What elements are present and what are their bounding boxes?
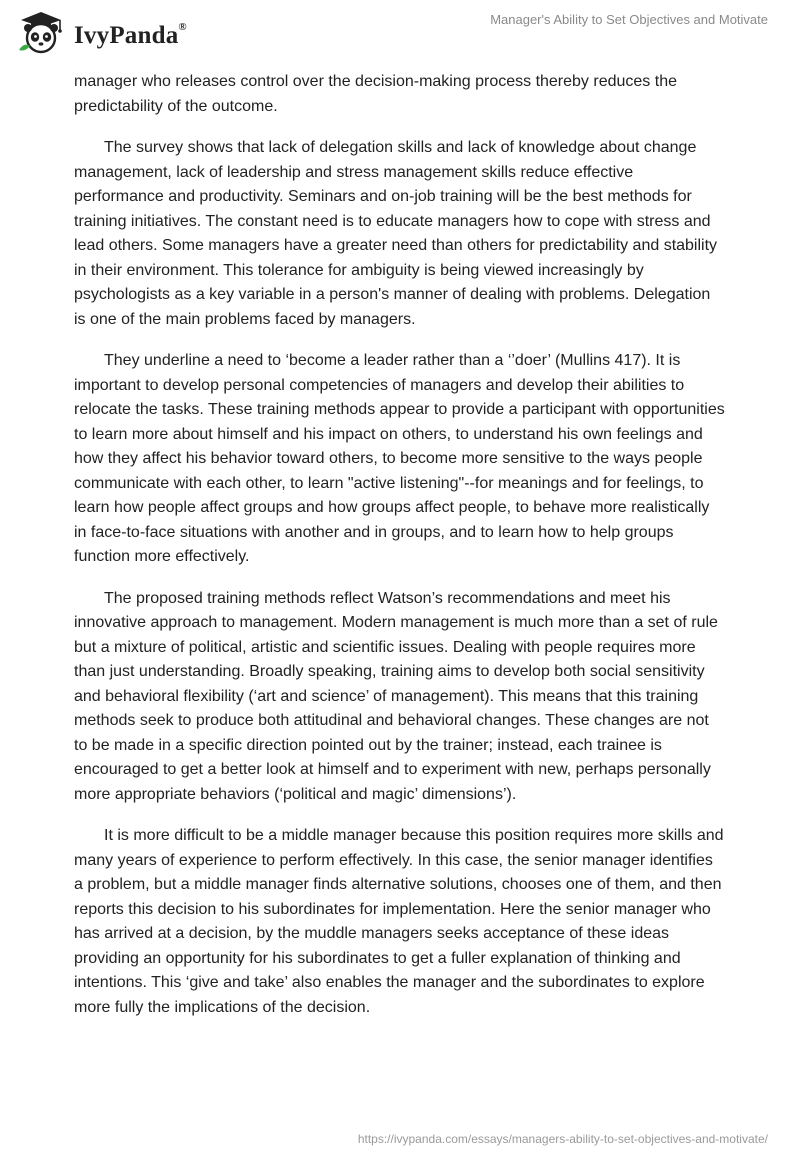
- paragraph: The proposed training methods reflect Watson’s recommendations and meet his innovative approach to management. Modern management is much more than a set of rule but a mixture of political, artistic and scientific issues. Dealing with people requires more than just understanding. Broadly speaking, training aims to develop both social sensitivity and behavioral flexibility (‘art and science’ of management). This means that this training methods seek to produce both attitudinal and behavioral changes. These changes are not to be made in a specific direction pointed out by the trainer; instead, each trainee is encouraged to get a better look at himself and to experiment with new, perhaps personally more appropriate behaviors (‘political and magic’ dimensions’).: [74, 589, 718, 803]
- brand-label: IvyPanda: [74, 22, 179, 49]
- paragraph: manager who releases control over the decision-making process thereby reduces the predictability of the outcome.: [74, 73, 677, 115]
- registered-mark: ®: [178, 20, 187, 33]
- paragraph: They underline a need to ‘become a leader rather than a ‘’doer’ (Mullins 417). It is important to develop personal competencies of managers and develop their abilities to relocate the tasks. These training methods appear to provide a participant with opportunities to learn more about himself and his impact on others, to understand his own feelings and how they affect his behavior toward others, to become more sensitive to the ways people communicate with each other, to learn "active listening"--for meanings and for feelings, to learn how people affect groups and how groups affect people, to behave more realistically in face-to-face situations with another and in groups, and to learn how to help groups function more effectively.: [74, 352, 725, 565]
- ivypanda-logo[interactable]: [16, 10, 216, 54]
- paragraph: It is more difficult to be a middle manager because this position requires more skills and many years of experience to perform effectively. In this case, the senior manager identifies a problem, but a middle manager finds alternative solutions, chooses one of them, and then reports this decision to his subordinates for implementation. Here the senior manager who has arrived at a decision, by the muddle managers seeks acceptance of these ideas providing an opportunity for his subordinates to get a fuller explanation of thinking and intentions. This ‘give and take’ also enables the manager and the subordinates to explore more fully the implications of the decision.: [74, 827, 724, 1016]
- source-url-link[interactable]: https://ivypanda.com/essays/managers-ability-to-set-objectives-and-motivate/: [357, 1132, 768, 1146]
- paragraph: The survey shows that lack of delegation skills and lack of knowledge about change management, lack of leadership and stress management skills reduce effective performance and productivity. Seminars and on-job training will be the best methods for training initiatives. The constant need is to educate managers how to cope with stress and lead others. Some managers have a greater need than others for predictability and stability in their environment. This tolerance for ambiguity is being viewed increasingly by psychologists as a key variable in a person's manner of dealing with problems. Delegation is one of the main problems faced by managers.: [74, 139, 718, 328]
- brand-name: [74, 22, 187, 50]
- essay-body: [74, 70, 726, 1037]
- document-title: Manager's Ability to Set Objectives and Motivate: [490, 12, 768, 27]
- page-header: [0, 0, 800, 60]
- panda-mascot-icon: [16, 10, 66, 54]
